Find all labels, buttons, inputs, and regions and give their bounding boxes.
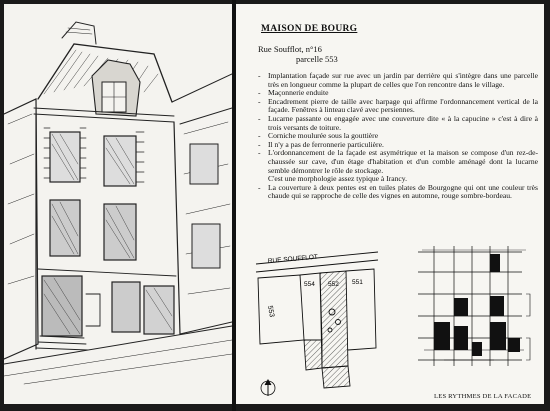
list-item-text: Encadrement pierre de taille avec harpage qui affirme l'ordonnancement vertical de la façade. Fenêtres à linteau clavé avec persiennes. bbox=[268, 96, 538, 115]
list-item-text: Maçonnerie enduite bbox=[268, 88, 329, 98]
list-item-text: Lucarne passante ou engagée avec une couverture dite « à la capucine » c'est à dire à trois versants de toiture. bbox=[268, 113, 538, 132]
text-page bbox=[236, 4, 544, 404]
address-parcel: parcelle 553 bbox=[296, 54, 338, 64]
facade-caption: LES RYTHMES DE LA FACADE bbox=[434, 393, 532, 400]
list-item bbox=[256, 72, 538, 89]
parcel-label-551: 551 bbox=[352, 279, 363, 286]
parcel-label-554: 554 bbox=[304, 281, 315, 288]
parcel-label-553: 553 bbox=[266, 305, 275, 318]
list-dash: - bbox=[258, 148, 261, 158]
list-item-text: L'ordonnancement de la façade est asymétrique et la maison se compose d'un rez-de-chaussée sur cave, d'un étage d'habitation et d'un comble aménagé dont la lucarne semble démontrer le rôle de stockage. bbox=[268, 148, 538, 175]
street-label: RUE SOUFFLOT bbox=[267, 253, 319, 265]
list-dash: - bbox=[258, 139, 261, 149]
list-item bbox=[256, 98, 538, 115]
list-item bbox=[256, 149, 538, 175]
list-item-text: C'est une morphologie assez typique à Irancy. bbox=[268, 174, 407, 184]
list-dash: - bbox=[258, 71, 261, 80]
list-item-text: La couverture à deux pentes est en tuiles plates de Bourgogne qui ont une couleur très chaude qui se rapproche de celle des vignes en automne, rouge sombre-bordeau. bbox=[268, 182, 538, 201]
parcel-plan-diagram bbox=[250, 248, 390, 398]
list-dash: - bbox=[258, 96, 261, 106]
parcel-label-552: 552 bbox=[328, 281, 339, 288]
list-item bbox=[256, 184, 538, 201]
description-list bbox=[256, 72, 538, 201]
address-street: Rue Soufflot, n°16 bbox=[258, 44, 322, 54]
house-sketch-image bbox=[4, 4, 232, 404]
list-dash: - bbox=[258, 131, 261, 141]
list-item-text: Corniche moulurée sous la gouttière bbox=[268, 131, 379, 141]
page-title: MAISON DE BOURG bbox=[261, 24, 358, 34]
list-item-text: Il n'y a pas de ferronnerie particulière. bbox=[268, 139, 384, 149]
list-dash: - bbox=[258, 182, 261, 192]
list-dash: - bbox=[258, 113, 261, 123]
list-item bbox=[256, 115, 538, 132]
facade-rhythm-diagram bbox=[414, 242, 538, 372]
sketch-page bbox=[4, 4, 232, 404]
list-dash: - bbox=[258, 88, 261, 98]
list-item-text: Implantation façade sur rue avec un jardin par derrière qui s'intègre dans une parcelle très en longueur comme la plupart de celles que l'on rencontre dans le village. bbox=[268, 71, 538, 89]
